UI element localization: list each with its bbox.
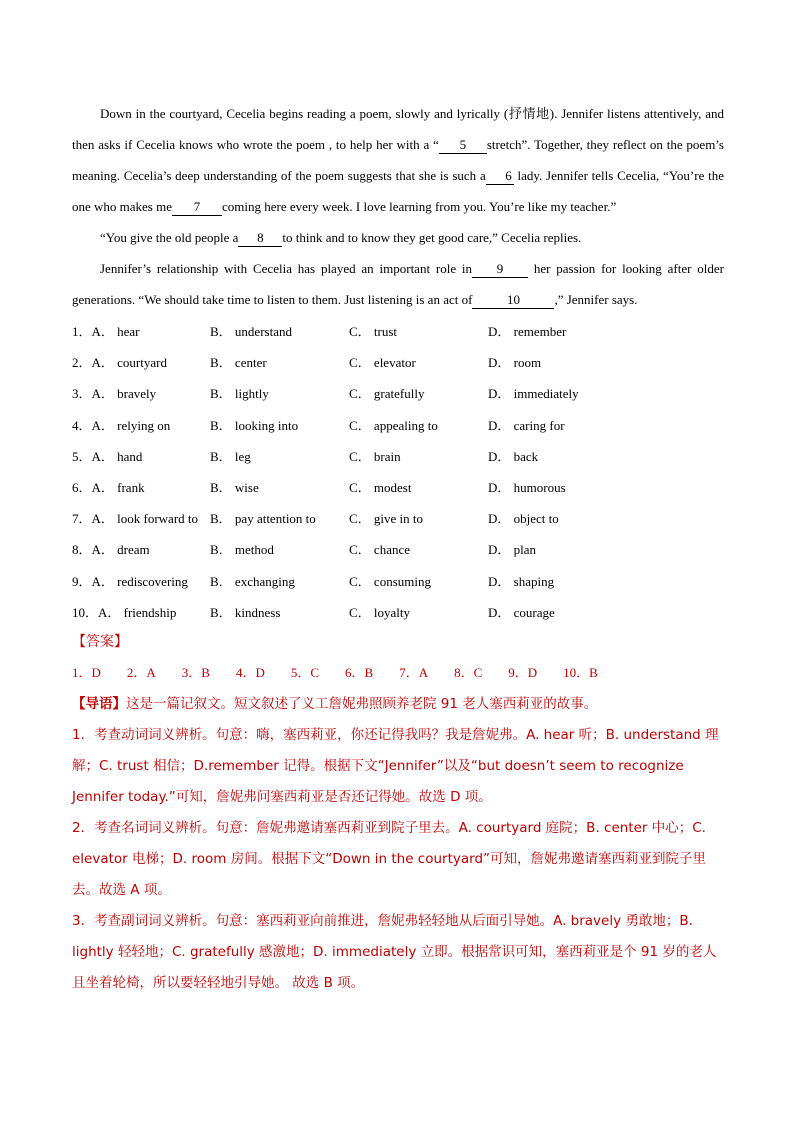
passage-text: “You give the old people a bbox=[100, 230, 239, 245]
passage-text: lady. Jennifer tells Cecelia, “You’re the one who makes me bbox=[72, 168, 724, 214]
option-d: D． shaping bbox=[488, 573, 555, 589]
option-d: D． remember bbox=[488, 324, 567, 340]
option-a: 4．A． relying on bbox=[72, 417, 171, 433]
option-d: D． room bbox=[488, 355, 542, 371]
daoyu-text: 这是一篇记叙文。短文叙述了义工詹妮弗照顾养老院 91 老人塞西莉亚的故事。 bbox=[126, 695, 598, 712]
answer-header: 【答案】 bbox=[72, 633, 128, 650]
option-b: B． method bbox=[210, 542, 274, 558]
blank-9: 9 bbox=[472, 261, 528, 278]
option-b: B． leg bbox=[210, 448, 251, 464]
passage-text: her passion for looking after older generations. “We should take time to listen to them. Just listening is an act of bbox=[72, 261, 724, 307]
option-c: C． modest bbox=[349, 480, 412, 496]
option-d: D． object to bbox=[488, 511, 559, 527]
passage-text: Jennifer’s relationship with Cecelia has played an important role in bbox=[100, 261, 473, 276]
answer-item: 7．A bbox=[399, 664, 429, 680]
blank-5: 5 bbox=[439, 137, 487, 154]
option-c: C． appealing to bbox=[349, 417, 438, 433]
option-c: C． trust bbox=[349, 324, 398, 340]
blank-7: 7 bbox=[172, 199, 222, 216]
passage-text: coming here every week. I love learning from you. You’re like my teacher.” bbox=[222, 199, 617, 214]
option-b: B． lightly bbox=[210, 386, 269, 402]
option-d: D． back bbox=[488, 448, 539, 464]
option-c: C． brain bbox=[349, 448, 401, 464]
option-c: C． give in to bbox=[349, 511, 424, 527]
option-c: C． gratefully bbox=[349, 386, 425, 402]
option-c: C． consuming bbox=[349, 573, 431, 589]
answer-item: 9．D bbox=[508, 664, 538, 680]
explanation-1: 1．考查动词词义辨析。句意：嗨，塞西莉亚，你还记得我吗？我是詹妮弗。A. hear 听；B. understand 理解；C. trust 相信；D.remember 记得。根据下文“Jennifer”以及“but doesn’t seem to recognize Jennifer today.”可知，詹妮弗问塞西莉亚是否还记得她。故选 D 项。 bbox=[72, 726, 719, 805]
answer-item: 4．D bbox=[235, 664, 265, 680]
option-b: B． understand bbox=[210, 324, 292, 340]
option-row bbox=[72, 377, 724, 408]
daoyu-tag: 【导语】 bbox=[72, 695, 126, 712]
option-a: 8．A． dream bbox=[72, 542, 150, 558]
option-a: 2．A． courtyard bbox=[72, 355, 167, 371]
option-d: D． courage bbox=[488, 604, 555, 620]
blank-10: 10 bbox=[472, 292, 554, 309]
option-a: 10．A． friendship bbox=[72, 604, 177, 620]
option-d: D． immediately bbox=[488, 386, 579, 402]
option-b: B． looking into bbox=[210, 417, 299, 433]
option-c: C． chance bbox=[349, 542, 411, 558]
option-row bbox=[72, 440, 724, 471]
option-a: 5．A． hand bbox=[72, 448, 143, 464]
document-page bbox=[72, 98, 724, 999]
option-a: 1．A． hear bbox=[72, 324, 140, 340]
passage-paragraph-1 bbox=[72, 98, 724, 222]
option-a: 3．A． bravely bbox=[72, 386, 157, 402]
answer-item: 8．C bbox=[454, 664, 483, 680]
option-d: D． caring for bbox=[488, 417, 565, 433]
option-b: B． kindness bbox=[210, 604, 281, 620]
answer-item: 5．C bbox=[290, 664, 320, 680]
option-b: B． exchanging bbox=[210, 573, 295, 589]
option-a: 6．A． frank bbox=[72, 480, 145, 496]
option-row bbox=[72, 346, 724, 377]
options-list bbox=[72, 315, 724, 627]
option-c: C． loyalty bbox=[349, 604, 411, 620]
option-a: 9．A． rediscovering bbox=[72, 573, 188, 589]
answer-item: 6．B bbox=[345, 664, 374, 680]
passage-text: stretch”. Together, they reflect on the poem’s meaning. Cecelia’s deep understanding of the poem suggests that she is such a bbox=[72, 137, 724, 183]
blank-6: 6 bbox=[486, 168, 514, 185]
option-row bbox=[72, 533, 724, 564]
option-row bbox=[72, 471, 724, 502]
option-b: B． pay attention to bbox=[210, 511, 316, 527]
passage-paragraph-3 bbox=[72, 253, 724, 315]
blank-8: 8 bbox=[238, 230, 282, 247]
option-d: D． plan bbox=[488, 542, 537, 558]
option-d: D． humorous bbox=[488, 480, 566, 496]
answer-key bbox=[72, 657, 724, 689]
option-c: C． elevator bbox=[349, 355, 416, 371]
option-a: 7．A． look forward to bbox=[72, 511, 199, 527]
passage-paragraph-2 bbox=[72, 222, 724, 253]
answer-item: 3．B bbox=[181, 664, 210, 680]
passage-text: to think and to know they get good care,” Cecelia replies. bbox=[282, 230, 582, 245]
answer-item: 2．A bbox=[126, 664, 156, 680]
explanation-2: 2．考查名词词义辨析。句意：詹妮弗邀请塞西莉亚到院子里去。A. courtyard 庭院；B. center 中心；C. elevator 电梯；D. room 房间。根据下文“Down in the courtyard”可知，詹妮弗邀请塞西莉亚到院子里去。故选 A 项。 bbox=[72, 819, 707, 898]
explanation-3: 3．考查副词词义辨析。句意：塞西莉亚向前推进，詹妮弗轻轻地从后面引导她。A. bravely 勇敢地；B. lightly 轻轻地；C. gratefully 感激地；D. immediately 立即。根据常识可知，塞西莉亚是个 91 岁的老人且坐着轮椅，所以要轻轻地引导她。 故选 B 项。 bbox=[72, 912, 717, 991]
daoyu-intro bbox=[72, 689, 724, 720]
passage-text: ,” Jennifer says. bbox=[554, 292, 638, 307]
option-row bbox=[72, 315, 724, 346]
option-b: B． wise bbox=[210, 480, 259, 496]
option-row bbox=[72, 565, 724, 596]
option-b: B． center bbox=[210, 355, 267, 371]
passage-text: Down in the courtyard, Cecelia begins reading a poem, slowly and lyrically (抒情地). Jennifer listens attentively, and then asks if Cecelia knows who wrote the poem , to help her with a “ bbox=[72, 106, 724, 152]
answer-item: 10．B bbox=[563, 664, 598, 680]
answer-item: 1．D bbox=[72, 664, 101, 680]
option-row bbox=[72, 502, 724, 533]
option-row bbox=[72, 596, 724, 627]
option-row bbox=[72, 409, 724, 440]
